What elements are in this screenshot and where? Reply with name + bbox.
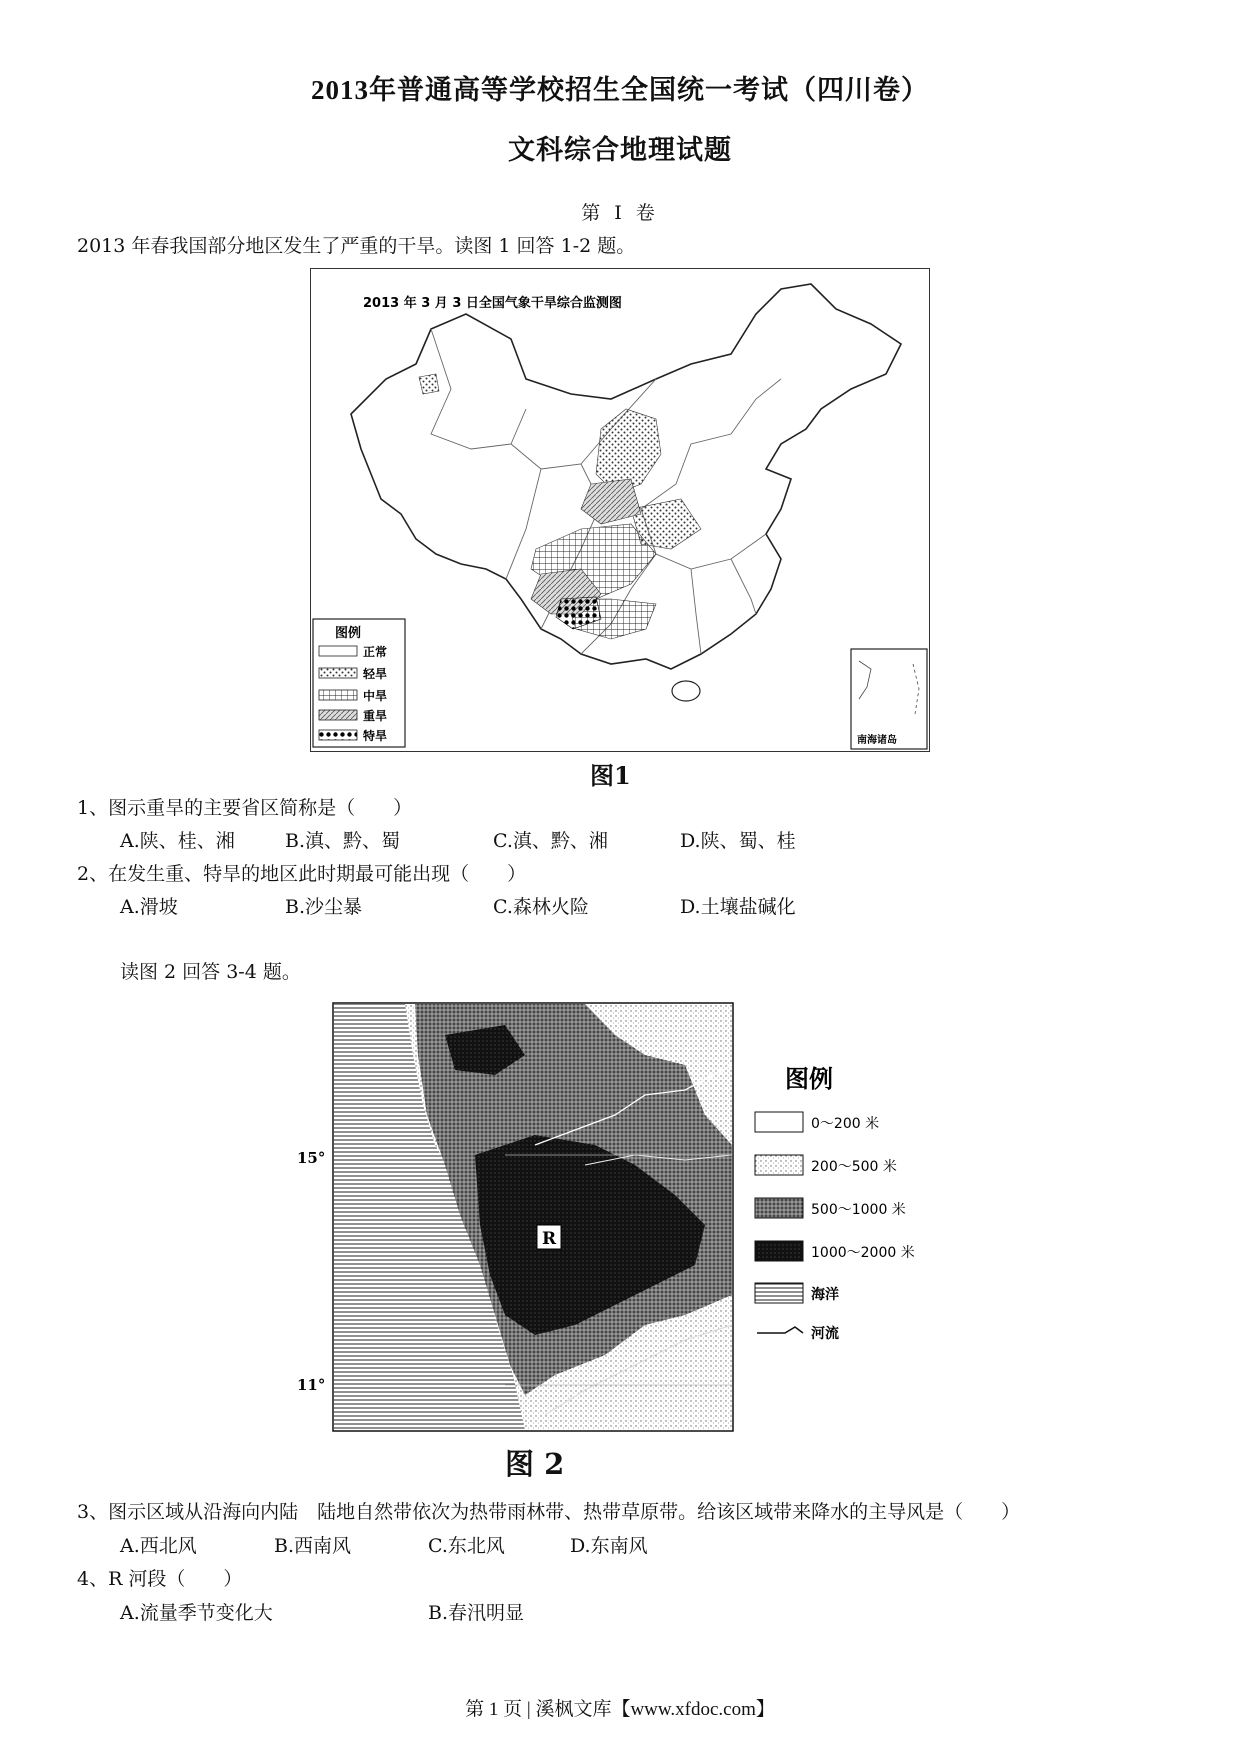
map2-legend-title: 图例 <box>785 1065 833 1093</box>
china-drought-map <box>311 269 929 751</box>
q4-option-b: B.春汛明显 <box>428 1602 525 1624</box>
q4-option-a: A.流量季节变化大 <box>120 1602 273 1624</box>
map1-legend-title: 图例 <box>335 626 362 641</box>
q3-option-d: D.东南风 <box>570 1535 648 1557</box>
r-marker-label: R <box>542 1229 557 1249</box>
q3-option-a: A.西北风 <box>120 1535 197 1557</box>
map2-legend-500-1000: 500～1000 米 <box>811 1202 906 1218</box>
map1-legend-heavy: 重旱 <box>363 709 388 723</box>
question-1-stem: 1、图示重旱的主要省区简称是（ ） <box>77 797 413 819</box>
map1-legend-normal: 正常 <box>363 645 388 659</box>
map1-legend-light: 轻旱 <box>363 667 388 681</box>
latitude-11-label: 11° <box>297 1376 326 1394</box>
terrain-map-figure <box>285 995 945 1440</box>
map2-legend-ocean: 海洋 <box>811 1287 839 1303</box>
figure1-caption: 图1 <box>590 761 631 790</box>
intro-paragraph-1: 2013 年春我国部分地区发生了严重的干旱。读图 1 回答 1-2 题。 <box>77 235 636 257</box>
map1-title: 2013 年 3 月 3 日全国气象干旱综合监测图 <box>363 296 622 311</box>
section-heading: 第 I 卷 <box>581 202 659 224</box>
q2-option-d: D.土壤盐碱化 <box>680 896 796 918</box>
q1-option-d: D.陕、蜀、桂 <box>680 830 796 852</box>
map2-legend-1000-2000: 1000～2000 米 <box>811 1245 915 1261</box>
document-title: 2013年普通高等学校招生全国统一考试（四川卷） <box>311 75 929 105</box>
q3-option-b: B.西南风 <box>274 1535 352 1557</box>
q1-option-a: A.陕、桂、湘 <box>120 830 235 852</box>
figure2-caption: 图 2 <box>505 1447 565 1481</box>
map1-legend-moderate: 中旱 <box>363 689 388 703</box>
q2-option-c: C.森林火险 <box>493 896 589 918</box>
q3-option-c: C.东北风 <box>428 1535 505 1557</box>
map2-legend-200-500: 200～500 米 <box>811 1159 897 1175</box>
q1-option-c: C.滇、黔、湘 <box>493 830 608 852</box>
q2-option-a: A.滑坡 <box>120 896 178 918</box>
map1-legend-extreme: 特旱 <box>363 729 388 743</box>
question-3-stem: 3、图示区域从沿海向内陆 陆地自然带依次为热带雨林带、热带草原带。给该区域带来降水的主导风是（ ） <box>77 1501 1021 1523</box>
map2-legend-river: 河流 <box>811 1326 839 1342</box>
latitude-15-label: 15° <box>297 1149 326 1167</box>
drought-map-figure <box>310 268 930 752</box>
question-2-stem: 2、在发生重、特旱的地区此时期最可能出现（ ） <box>77 863 527 885</box>
q2-option-b: B.沙尘暴 <box>285 896 363 918</box>
terrain-map <box>285 995 945 1440</box>
document-subtitle: 文科综合地理试题 <box>508 135 732 165</box>
question-4-stem: 4、R 河段（ ） <box>77 1568 243 1590</box>
q1-option-b: B.滇、黔、蜀 <box>285 830 401 852</box>
intro-paragraph-2: 读图 2 回答 3-4 题。 <box>120 961 301 983</box>
page-footer: 第 1 页 | 溪枫文库【www.xfdoc.com】 <box>465 1699 775 1720</box>
map2-legend-0-200: 0～200 米 <box>811 1116 880 1132</box>
map1-inset-label: 南海诸岛 <box>857 735 897 746</box>
